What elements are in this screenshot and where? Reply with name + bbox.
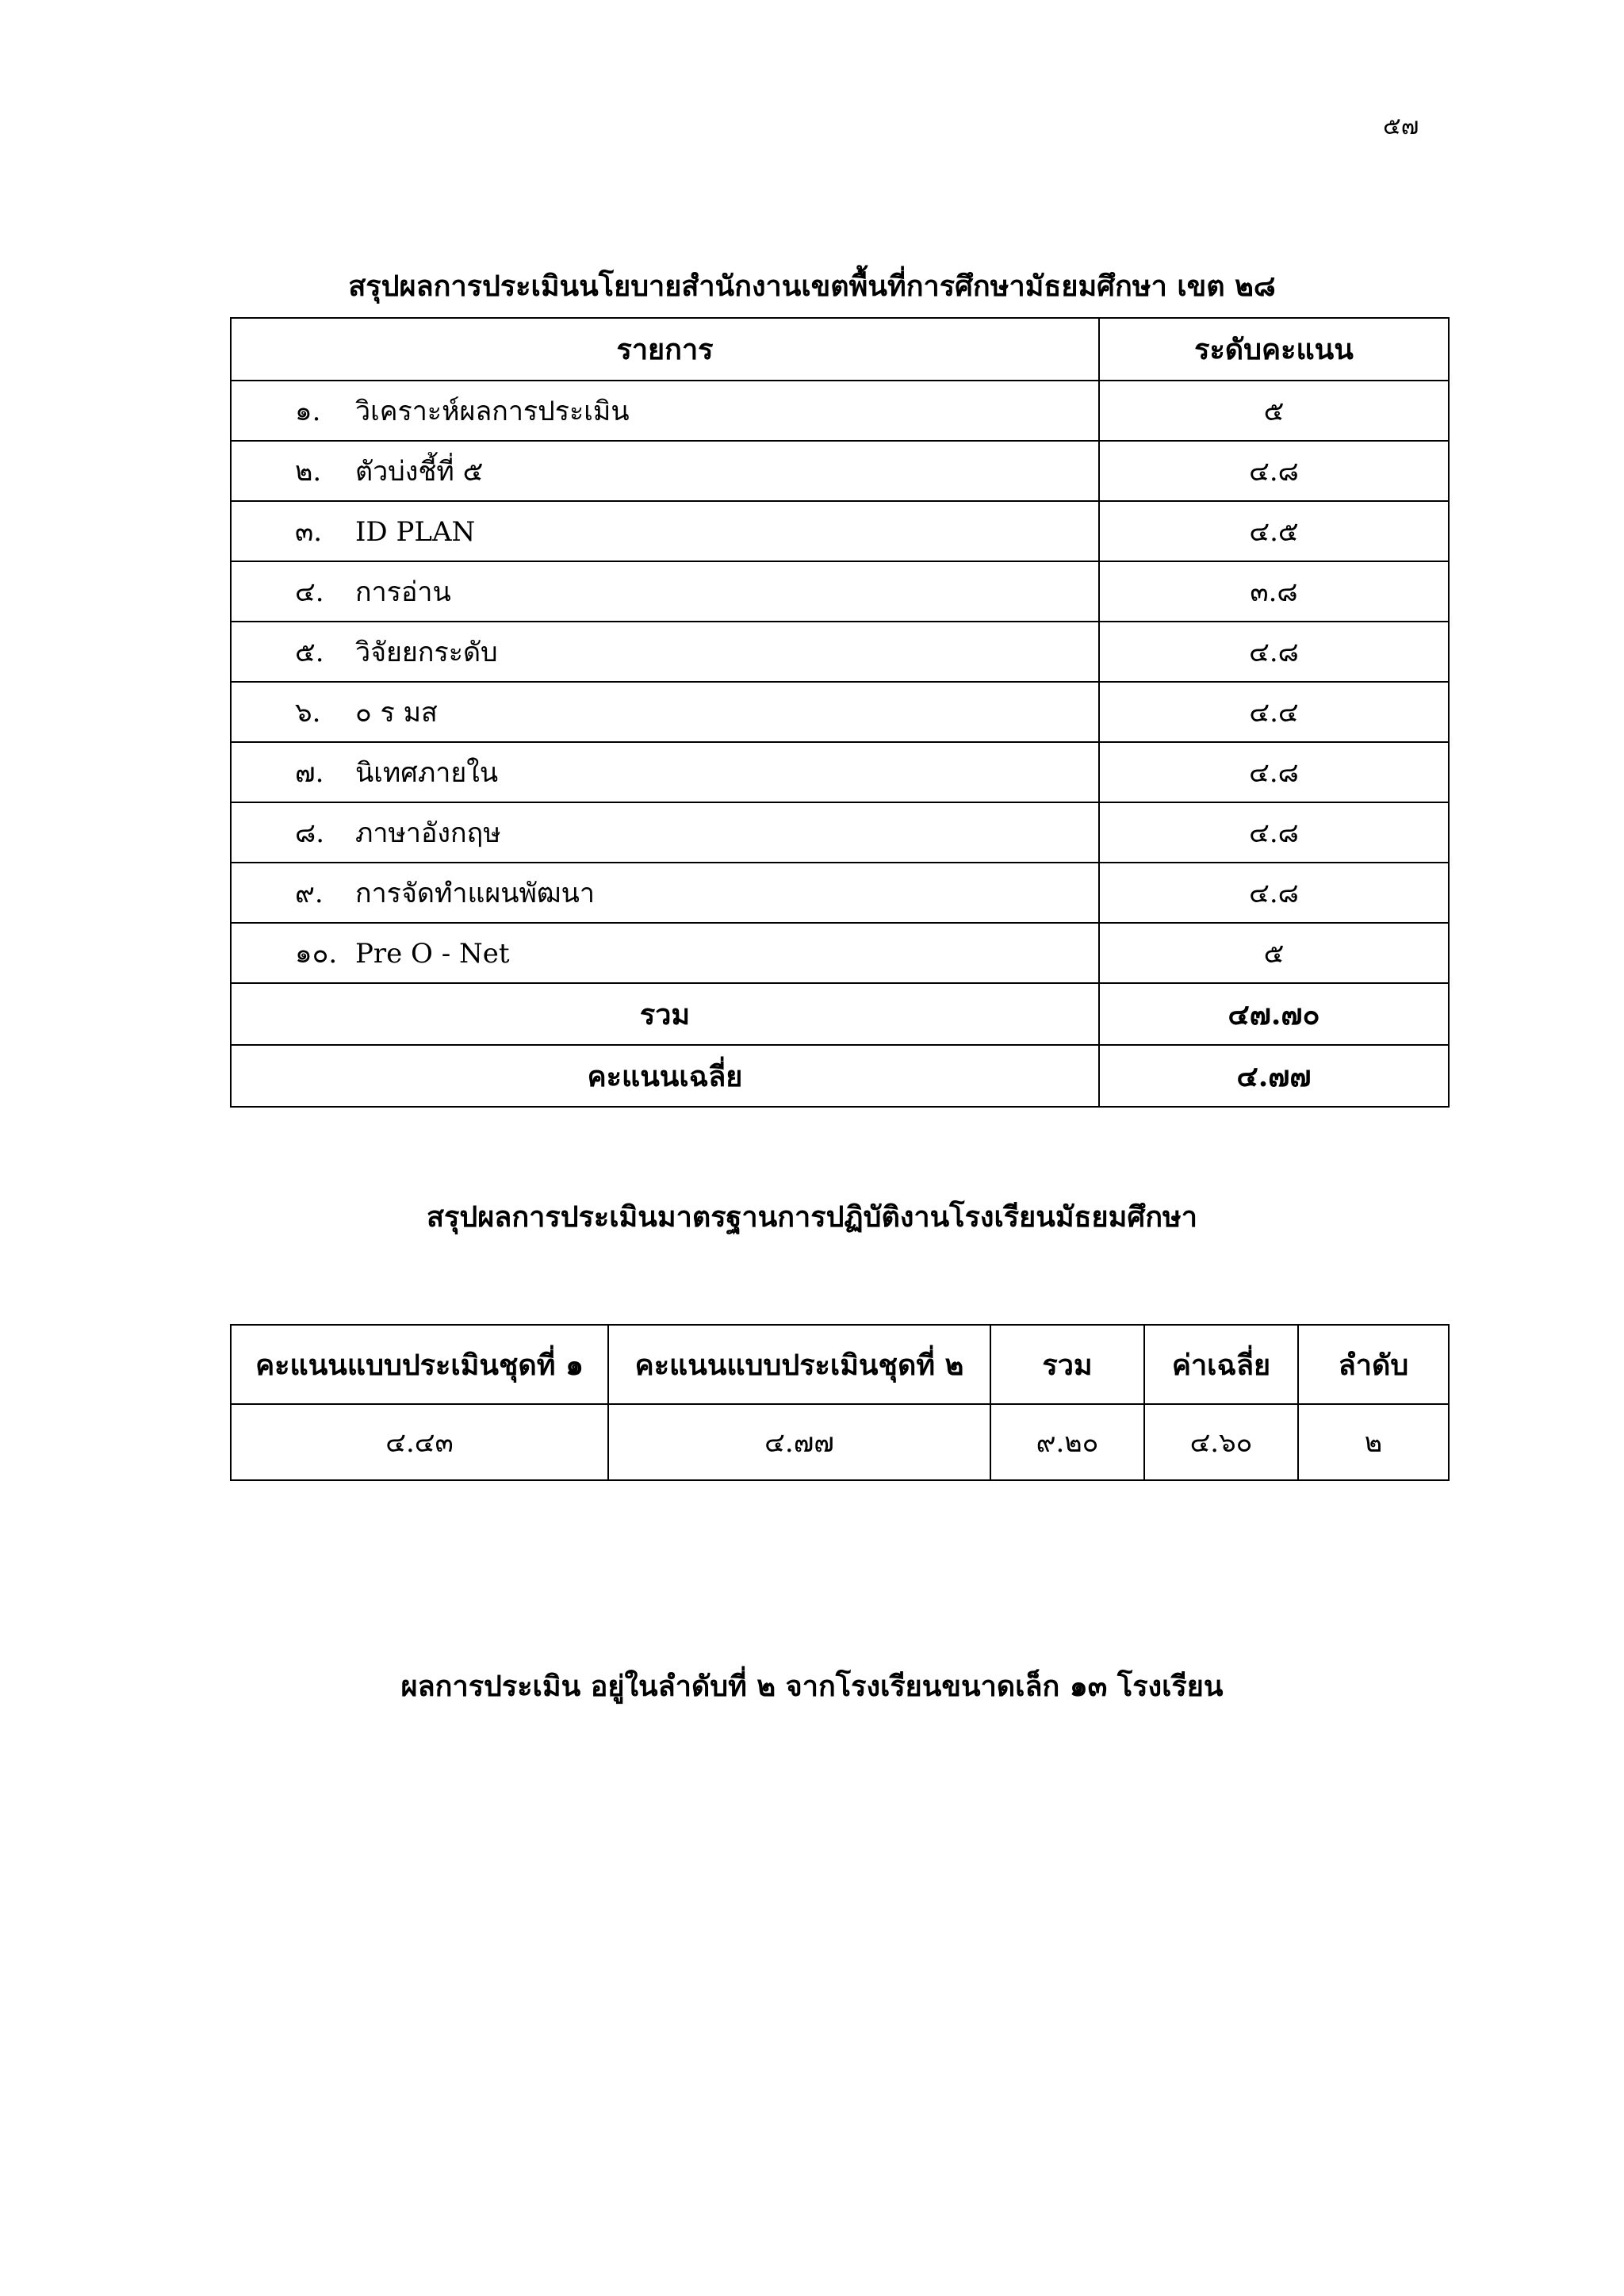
row-number: ๗. (295, 757, 324, 789)
row-number: ๕. (295, 637, 324, 668)
row-item (231, 501, 1099, 561)
row-score: ๔.๔ (1099, 682, 1449, 742)
row-label: ID PLAN (355, 516, 476, 548)
row-score: ๔.๘ (1099, 441, 1449, 501)
header-rank: ลำดับ (1298, 1325, 1449, 1404)
row-label: การจัดทำแผนพัฒนา (355, 878, 595, 909)
row-number: ๔. (295, 576, 324, 608)
row-number: ๑. (295, 396, 321, 427)
row-score: ๔.๘ (1099, 802, 1449, 863)
row-number: ๘. (295, 817, 325, 849)
row-number: ๖. (295, 697, 321, 729)
row-item (231, 923, 1099, 983)
table-row (231, 802, 1449, 863)
standards-table (230, 1324, 1450, 1481)
row-item (231, 441, 1099, 501)
row-label: การอ่าน (355, 576, 451, 608)
page-number: ๕๗ (1383, 113, 1419, 140)
row-item (231, 622, 1099, 682)
row-label: นิเทศภายใน (355, 757, 499, 789)
header-set1: คะแนนแบบประเมินชุดที่ ๑ (231, 1325, 608, 1404)
average-row (231, 1045, 1449, 1107)
table-row (231, 682, 1449, 742)
table-row (231, 441, 1449, 501)
policy-table-header-row (231, 318, 1449, 381)
row-item (231, 863, 1099, 923)
table-row (231, 863, 1449, 923)
value-average: ๔.๖๐ (1144, 1404, 1298, 1480)
row-number: ๒. (295, 456, 322, 488)
row-score: ๔.๘ (1099, 863, 1449, 923)
row-number: ๑๐. (295, 938, 338, 970)
row-score: ๔.๕ (1099, 501, 1449, 561)
row-item (231, 561, 1099, 622)
row-score: ๕ (1099, 923, 1449, 983)
policy-table-title: สรุปผลการประเมินนโยบายสำนักงานเขตพื้นที่การศึกษามัธยมศึกษา เขต ๒๘ (348, 270, 1276, 303)
header-total: รวม (990, 1325, 1144, 1404)
standards-value-row (231, 1404, 1449, 1480)
row-label: ๐ ร มส (355, 697, 438, 729)
policy-table (230, 317, 1450, 1108)
standards-header-row (231, 1325, 1449, 1404)
value-set2: ๔.๗๗ (608, 1404, 990, 1480)
row-label: ภาษาอังกฤษ (355, 817, 501, 849)
table-row (231, 742, 1449, 802)
row-score: ๔.๘ (1099, 742, 1449, 802)
value-total: ๙.๒๐ (990, 1404, 1144, 1480)
row-number: ๓. (295, 516, 323, 548)
row-label: Pre O - Net (355, 938, 510, 970)
row-score: ๕ (1099, 381, 1449, 441)
value-set1: ๔.๔๓ (231, 1404, 608, 1480)
average-value: ๔.๗๗ (1099, 1045, 1449, 1107)
average-label: คะแนนเฉลี่ย (231, 1045, 1099, 1107)
summary-text: ผลการประเมิน อยู่ในลำดับที่ ๒ จากโรงเรียนขนาดเล็ก ๑๓ โรงเรียน (400, 1670, 1224, 1703)
table-row (231, 923, 1449, 983)
value-rank: ๒ (1298, 1404, 1449, 1480)
row-item (231, 381, 1099, 441)
header-item: รายการ (231, 318, 1099, 381)
standards-table-title: สรุปผลการประเมินมาตรฐานการปฏิบัติงานโรงเรียนมัธยมศึกษา (427, 1200, 1197, 1234)
row-label: วิจัยยกระดับ (355, 637, 498, 668)
table-row (231, 381, 1449, 441)
row-item (231, 742, 1099, 802)
total-row (231, 983, 1449, 1045)
header-score: ระดับคะแนน (1099, 318, 1449, 381)
header-set2: คะแนนแบบประเมินชุดที่ ๒ (608, 1325, 990, 1404)
table-row (231, 501, 1449, 561)
row-label: ตัวบ่งชี้ที่ ๕ (355, 456, 484, 488)
row-item (231, 682, 1099, 742)
header-average: ค่าเฉลี่ย (1144, 1325, 1298, 1404)
row-item (231, 802, 1099, 863)
row-number: ๙. (295, 878, 324, 909)
total-label: รวม (231, 983, 1099, 1045)
row-label: วิเคราะห์ผลการประเมิน (355, 396, 630, 427)
row-score: ๔.๘ (1099, 622, 1449, 682)
table-row (231, 561, 1449, 622)
total-value: ๔๗.๗๐ (1099, 983, 1449, 1045)
row-score: ๓.๘ (1099, 561, 1449, 622)
table-row (231, 622, 1449, 682)
